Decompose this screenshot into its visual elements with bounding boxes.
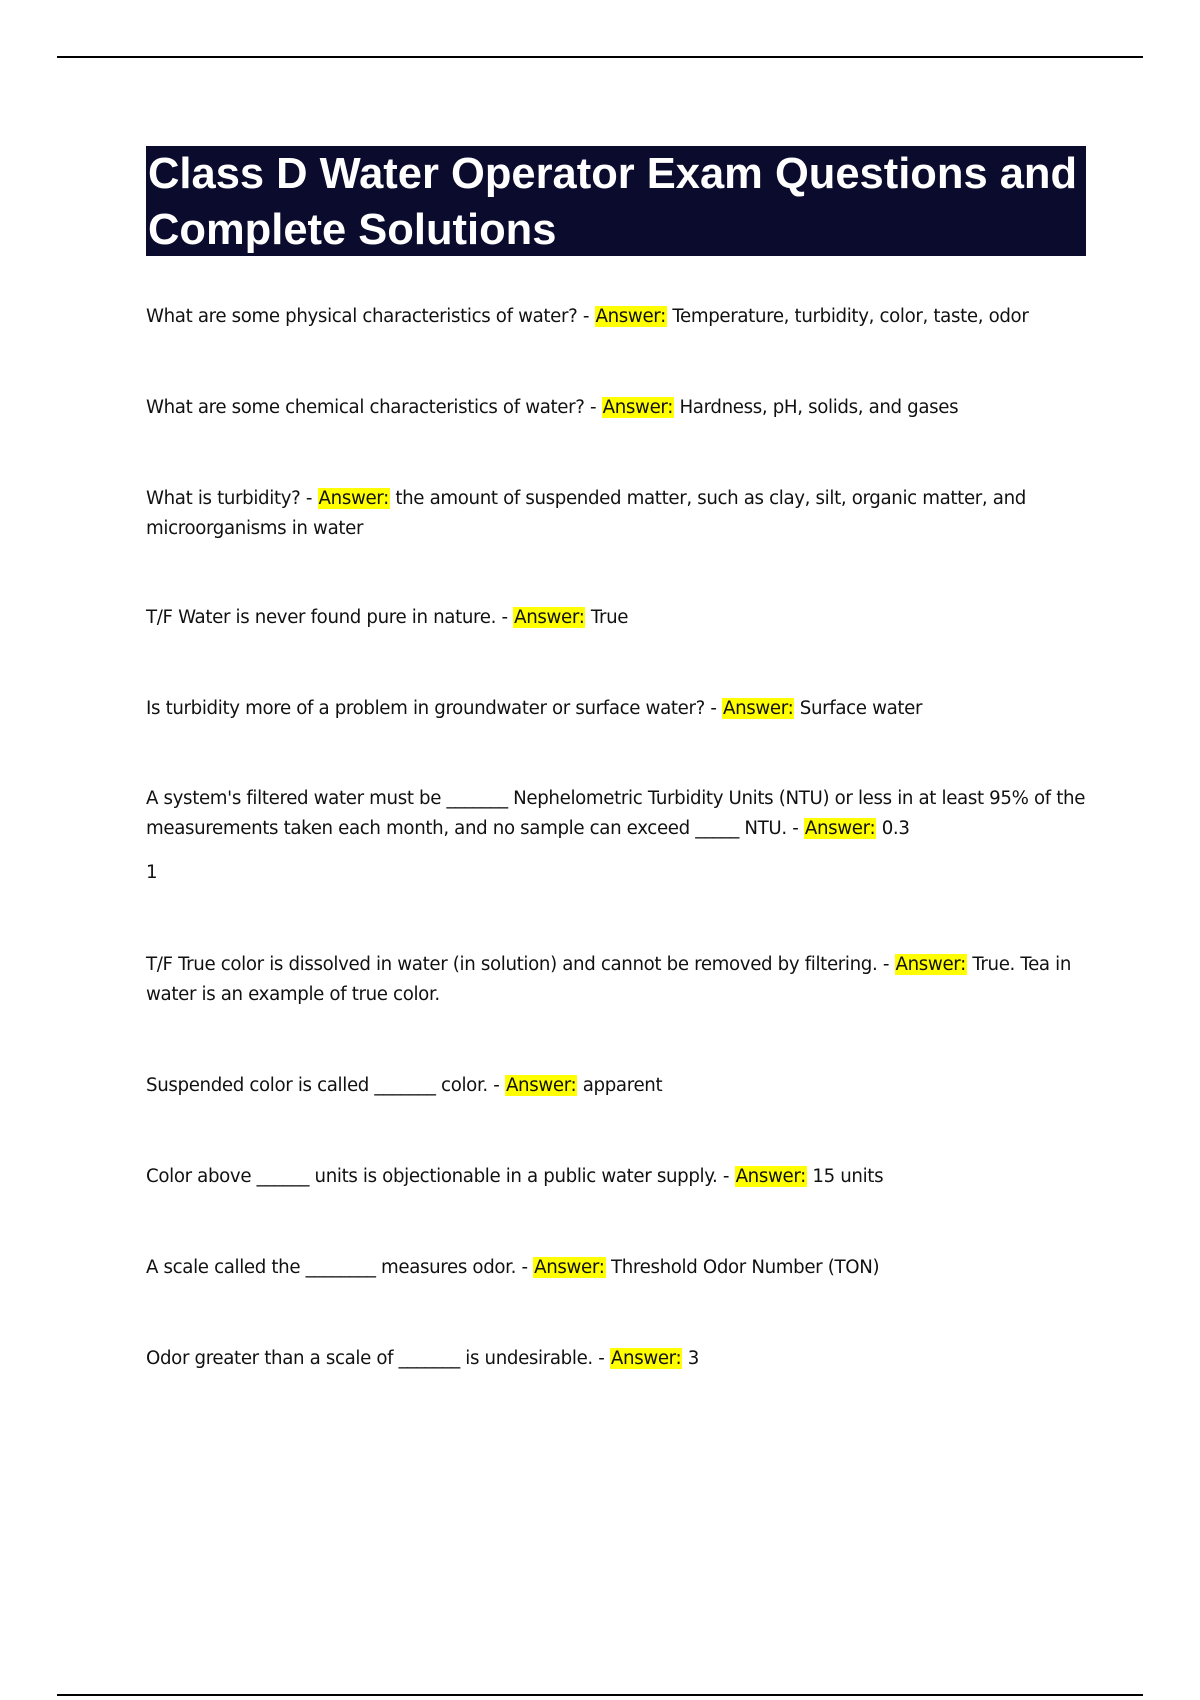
answer-label: Answer: [514,607,585,628]
separator: - [496,607,514,628]
answer-text: apparent [582,1075,663,1096]
separator: - [877,954,895,975]
question-text: A scale called the ________ measures odor. [146,1257,517,1278]
separator: - [704,698,722,719]
answer-label: Answer: [804,818,876,839]
answer-label: Answer: [505,1075,577,1096]
qa-item [146,393,1091,423]
separator: - [592,1348,610,1369]
separator: - [516,1257,534,1278]
separator: - [584,397,602,418]
answer-text: 0.3 [881,818,910,839]
separator: - [577,306,595,327]
answer-label: Answer: [723,698,794,719]
separator: - [300,488,318,509]
qa-item [146,1344,1091,1374]
question-text: Odor greater than a scale of _______ is undesirable. [146,1348,593,1369]
separator: - [717,1166,735,1187]
answer-text: Hardness, pH, solids, and gases [679,397,959,418]
qa-item [146,950,1091,1010]
answer-label: Answer: [595,306,666,327]
qa-item [146,1071,1091,1101]
question-text: What is turbidity? [146,488,301,509]
answer-text: Temperature, turbidity, color, taste, odor [672,306,1029,327]
answer-text: Threshold Odor Number (TON) [610,1257,880,1278]
header-rule [57,56,1143,58]
qa-item [146,603,1091,633]
separator: - [487,1075,505,1096]
question-text: T/F True color is dissolved in water (in solution) and cannot be removed by filtering. [146,954,878,975]
answer-label: Answer: [895,954,966,975]
question-text: What are some physical characteristics of water? [146,306,578,327]
answer-label: Answer: [534,1257,605,1278]
answer-text: 15 units [812,1166,884,1187]
answer-text: True [590,607,629,628]
answer-label: Answer: [318,488,389,509]
qa-item [146,1162,1091,1192]
qa-item [146,484,1091,544]
question-text: Is turbidity more of a problem in groundwater or surface water? [146,698,705,719]
qa-item [146,694,1091,724]
footer-rule [57,1694,1143,1696]
question-text: Suspended color is called _______ color. [146,1075,488,1096]
qa-item [146,1253,1091,1283]
question-text: T/F Water is never found pure in nature. [146,607,497,628]
question-text: A system's filtered water must be _______ Nephelometric Turbidity Units (NTU) or less in at least 95% of the measurements taken each month, and no sample can exceed _____ NTU. [146,788,1086,839]
question-text: Color above ______ units is objectionable in a public water supply. [146,1166,718,1187]
answer-continuation: 1 [146,862,158,883]
document-title: Class D Water Operator Exam Questions and Complete Solutions [148,150,1078,254]
answer-text: the amount of suspended matter, such as clay, silt, organic matter, and microorganisms in water [146,488,1026,539]
answer-text: Surface water [799,698,923,719]
answer-label: Answer: [610,1348,682,1369]
qa-item [146,784,1091,844]
separator: - [786,818,804,839]
answer-label: Answer: [602,397,674,418]
answer-text: True. Tea in water is an example of true color. [146,954,1072,1005]
answer-text: 3 [687,1348,699,1369]
title-banner [146,146,1086,256]
question-text: What are some chemical characteristics of water? [146,397,585,418]
qa-item [146,302,1091,332]
answer-label: Answer: [735,1166,806,1187]
